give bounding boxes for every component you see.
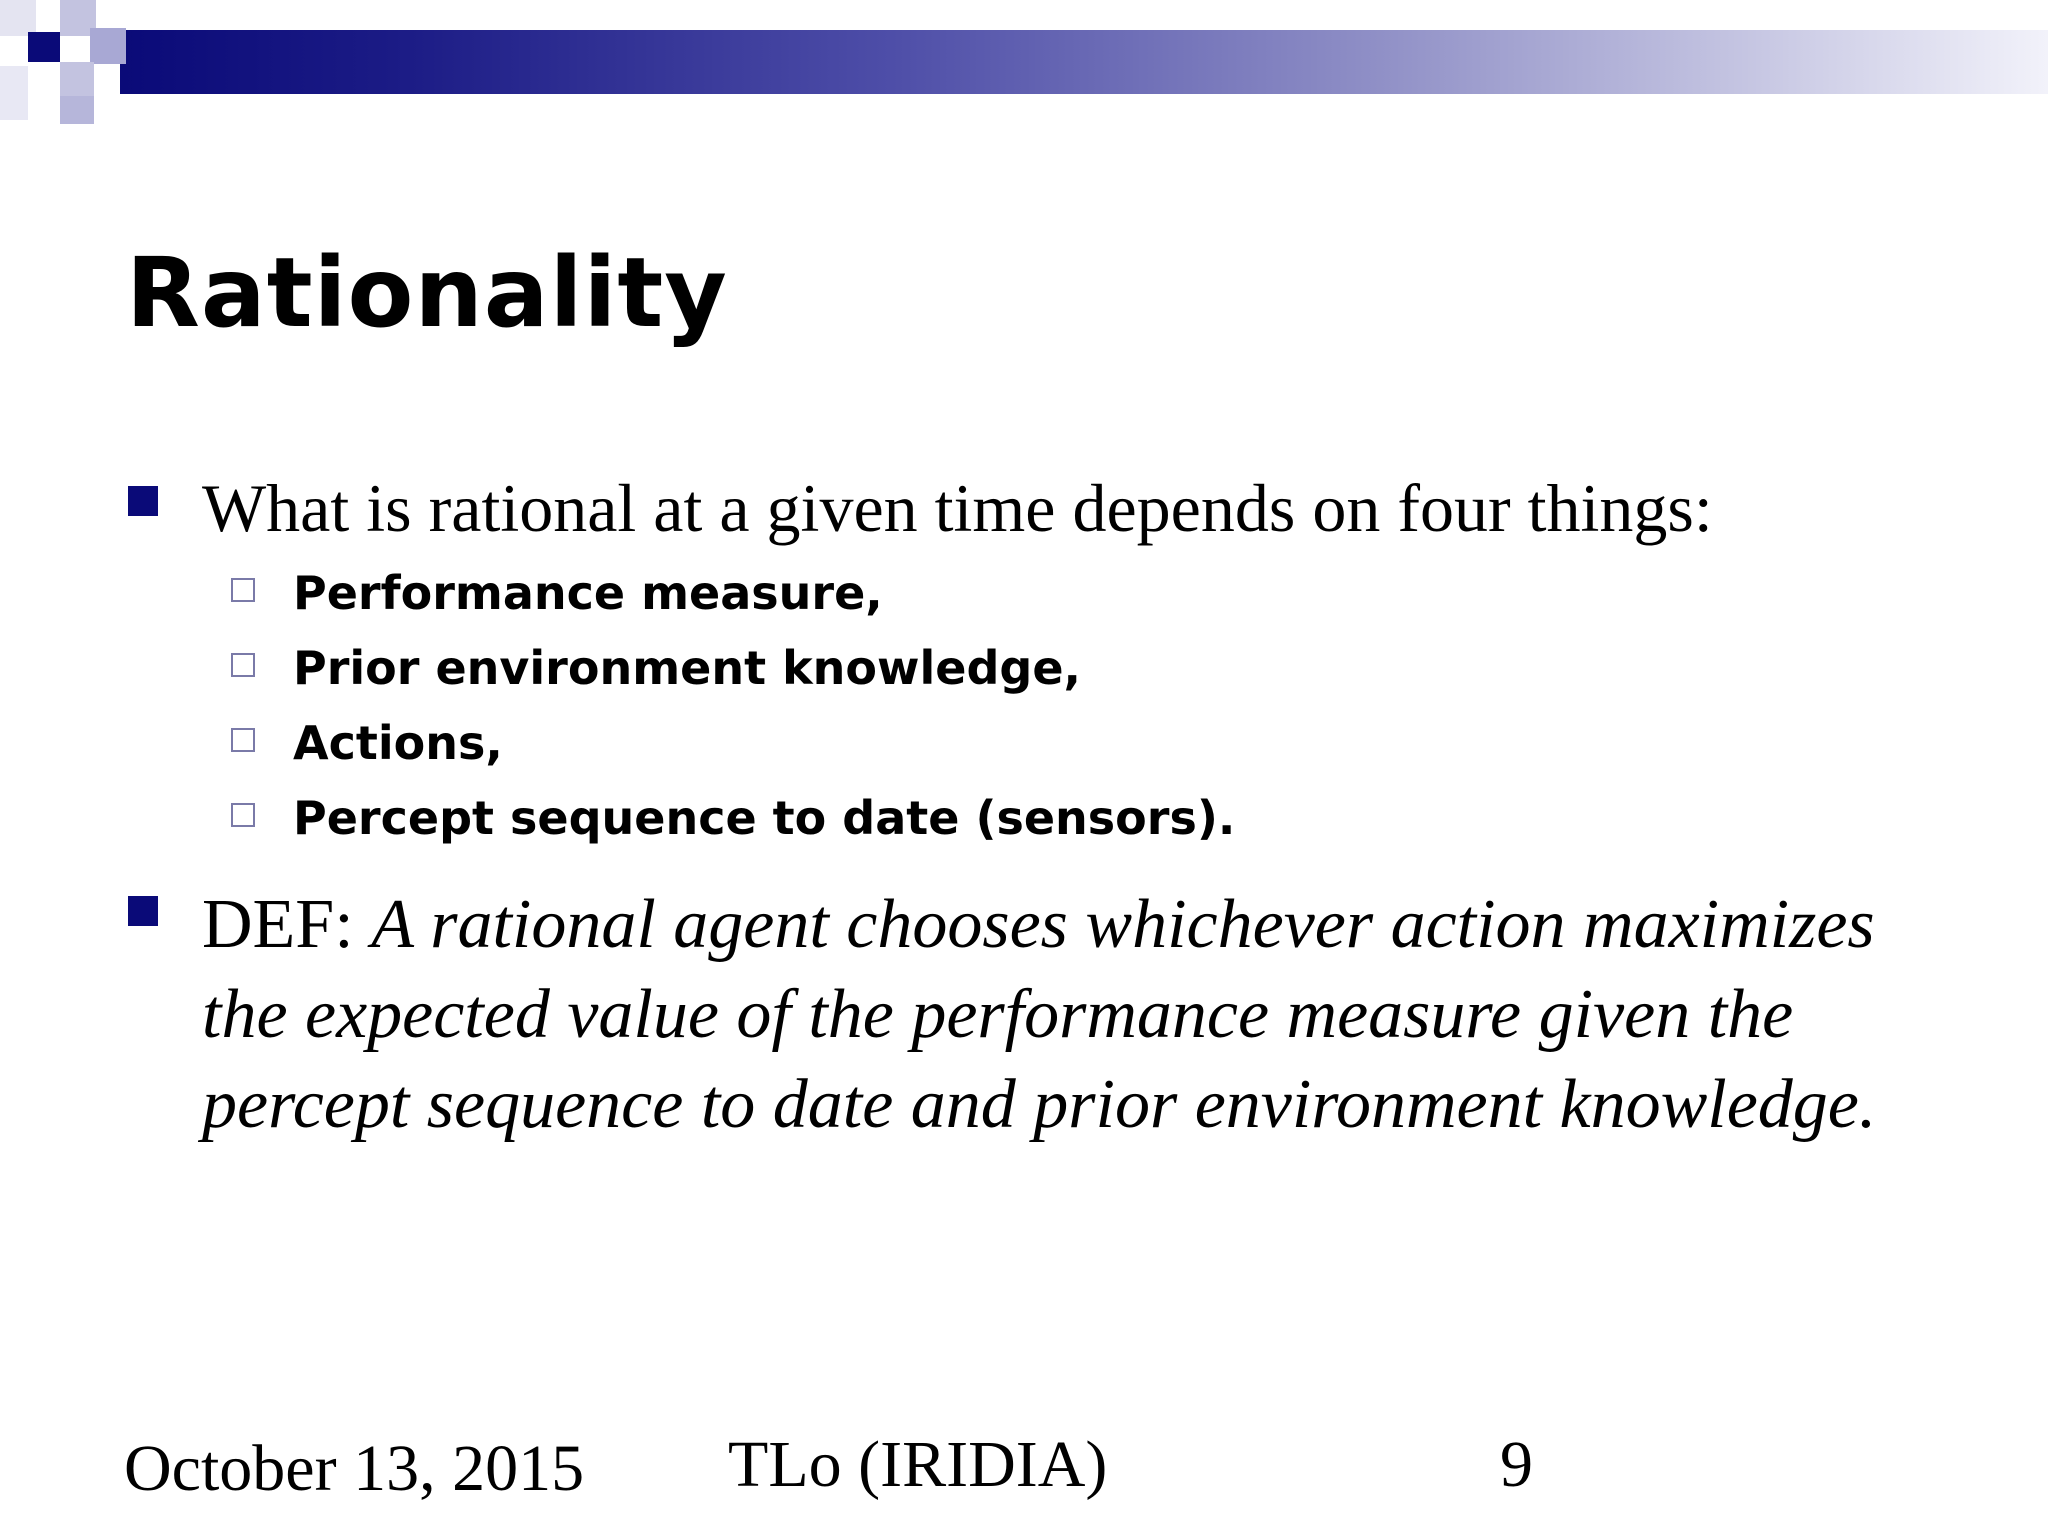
definition-prefix: DEF: — [202, 886, 372, 963]
decor-square — [0, 0, 36, 36]
decor-square — [60, 96, 94, 124]
hollow-square-bullet-icon — [231, 653, 255, 677]
header-gradient-bar — [120, 30, 2048, 94]
decor-square — [90, 28, 126, 64]
slide-title: Rationality — [126, 237, 728, 349]
sub-item-text: Performance measure, — [293, 566, 883, 620]
decor-square — [0, 66, 28, 120]
definition-paragraph — [202, 880, 1962, 1150]
square-bullet-icon — [128, 486, 158, 516]
hollow-square-bullet-icon — [231, 578, 255, 602]
sub-item-text: Percept sequence to date (sensors). — [293, 791, 1236, 845]
footer-author: TLo (IRIDIA) — [728, 1428, 1108, 1501]
hollow-square-bullet-icon — [231, 803, 255, 827]
bullet-text: What is rational at a given time depends on four things: — [202, 470, 1713, 546]
sub-item-text: Prior environment knowledge, — [293, 641, 1082, 695]
hollow-square-bullet-icon — [231, 728, 255, 752]
footer-date: October 13, 2015 — [124, 1432, 585, 1505]
decor-square — [60, 62, 94, 96]
footer-page-number: 9 — [1500, 1428, 1533, 1501]
square-bullet-icon — [128, 896, 158, 926]
definition-body: A rational agent chooses whichever action maximizes the expected value of the performance measure given the percept sequence to date and prior environment knowledge. — [202, 886, 1877, 1143]
decor-square — [28, 32, 60, 62]
sub-item-text: Actions, — [293, 716, 503, 770]
